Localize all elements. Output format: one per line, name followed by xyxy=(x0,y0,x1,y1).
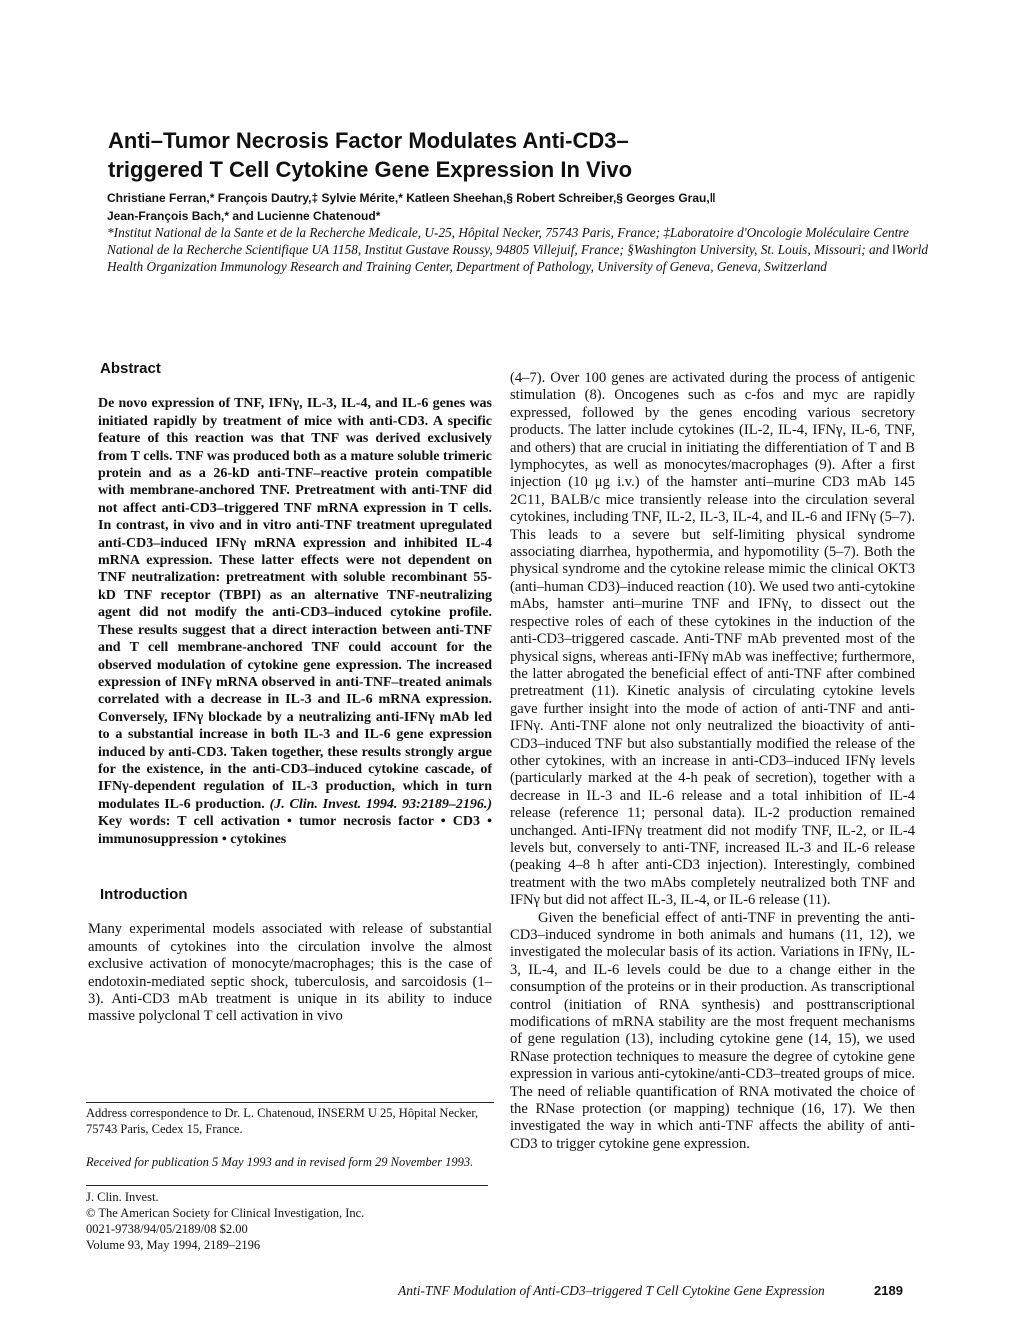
right-column xyxy=(510,370,915,1153)
abstract-keywords: Key words: T cell activation • tumor necrosis factor • CD3 • immunosuppression • cytokines xyxy=(98,814,492,847)
correspondence-note: Address correspondence to Dr. L. Chatenoud, INSERM U 25, Hôpital Necker, 75743 Paris, Cedex 15, France. xyxy=(86,1106,479,1136)
abstract-text: De novo expression of TNF, IFNγ, IL-3, IL-4, and IL-6 genes was initiated rapidly by treatment of mice with anti-CD3. A specific feature of this reaction was that TNF was derived exclusively from T cells. TNF was produced both as a mature soluble trimeric protein and as a 26-kD anti-TNF–reactive protein compatible with membrane-anchored TNF. Pretreatment with anti-TNF did not affect anti-CD3–triggered TNF mRNA expression in T cells. In contrast, in vivo and in vitro anti-TNF treatment upregulated anti-CD3–induced IFNγ mRNA expression and inhibited IL-4 mRNA expression. These latter effects were not dependent on TNF neutralization: pretreatment with soluble recombinant 55-kD TNF receptor (TBPI) as an alternative TNF-neutralizing agent did not modify the anti-CD3–induced cytokine profile. These results suggest that a direct interaction between anti-TNF and T cell membrane-anchored TNF could account for the observed modulation of cytokine gene expression. The increased expression of INFγ mRNA observed in anti-TNF–treated animals correlated with a decrease in IL-3 and IL-6 mRNA expression. Conversely, IFNγ blockade by a neutralizing anti-IFNγ mAb led to a substantial increase in both IL-3 and IL-6 gene expression induced by anti-CD3. Taken together, these results strongly argue for the existence, in the anti-CD3–induced cytokine cascade, of IFNγ-dependent regulation of IL-3 production, which in turn modulates IL-6 production. xyxy=(98,396,492,812)
journal-info xyxy=(86,1189,494,1253)
article-title xyxy=(108,126,928,184)
received-note: Received for publication 5 May 1993 and in revised form 29 November 1993. xyxy=(86,1155,474,1169)
title-line-2: triggered T Cell Cytokine Gene Expression In Vivo xyxy=(108,157,633,182)
page-number: 2189 xyxy=(874,1283,903,1298)
left-column xyxy=(86,360,492,1026)
authors-line-1: Christiane Ferran,* François Dautry,‡ Sylvie Mérite,* Katleen Sheehan,§ Robert Schreiber,§ Georges Grau,‖ xyxy=(107,191,716,205)
abstract-heading: Abstract xyxy=(100,360,161,377)
title-line-1: Anti–Tumor Necrosis Factor Modulates Anti-CD3– xyxy=(108,128,629,153)
volume-line: Volume 93, May 1994, 2189–2196 xyxy=(86,1238,261,1252)
affiliations: *Institut National de la Sante et de la Recherche Medicale, U-25, Hôpital Necker, 75743 Paris, France; ‡Laboratoire d'Oncologie Moléculaire Centre National de la Recherche Scientifique UA 1158, Institut Gustave Roussy, 94805 Villejuif, France; §Washington University, St. Louis, Missouri; and ‖World Health Organization Immunology Research and Training Center, Department of Pathology, University of Geneva, Geneva, Switzerland xyxy=(107,225,929,274)
intro-paragraph-continued: (4–7). Over 100 genes are activated during the process of antigenic stimulation (8). Oncogenes such as c-fos and myc are rapidly expressed, followed by the genes encoding various secretory products. The latter include cytokines (IL-2, IL-4, IFNγ, IL-6, TNF, and others) that are crucial in initiating the differentiation of T and B lymphocytes, as well as monocytes/macrophages (9). After a first injection (10 μg i.v.) of the hamster anti–murine CD3 mAb 145 2C11, BALB/c mice transiently release into the circulation several cytokines, including TNF, IL-2, IL-3, IL-4, and IL-6 and IFNγ (5–7). This leads to a severe but self-limiting physical syndrome associating diarrhea, hypothermia, and hypomotility (5–7). Both the physical syndrome and the cytokine release mimic the clinical OKT3 (anti–human CD3)–induced reaction (10). We used two anti-cytokine mAbs, hamster anti–murine TNF and IFNγ, to dissect out the respective roles of each of these cytokines in the induction of the anti-CD3–triggered cascade. Anti-TNF mAb prevented most of the physical signs, whereas anti-IFNγ mAb was ineffective; furthermore, the latter abrogated the beneficial effect of anti-TNF after combined pretreatment (11). Kinetic analysis of circulating cytokine levels gave further insight into the mode of action of anti-TNF and anti-IFNγ. Anti-TNF alone not only neutralized the bioactivity of anti-CD3–induced TNF but also substantially modified the release of the other cytokines, with an increase in anti-CD3–induced IFNγ levels (particularly marked at the 4-h peak of secretion), together with a decrease in IL-3 and IL-6 release and a total inhibition of IL-4 release (reference 11; personal data). IL-2 production remained unchanged. Anti-IFNγ treatment did not modify TNF, IL-2, or IL-4 levels but, conversely to anti-TNF, increased IL-3 and IL-6 release (peaking 4–8 h after anti-CD3 injection). Interestingly, combined treatment with the two mAbs completely neutralized both TNF and IFNγ but did not affect IL-3, IL-4, or IL-6 release (11). xyxy=(510,370,915,909)
introduction-body: Many experimental models associated with release of substantial amounts of cytokines into the circulation involve the almost exclusive activation of monocyte/macrophages; this is the case of endotoxin-mediated septic shock, tuberculosis, and sarcoidosis (1–3). Anti-CD3 mAb treatment is unique in its ability to induce massive polyclonal T cell activation in vivo xyxy=(88,921,492,1025)
abstract-body xyxy=(98,395,492,848)
author-list xyxy=(107,189,937,225)
journal-name: J. Clin. Invest. xyxy=(86,1190,159,1204)
issn-line: 0021-9738/94/05/2189/08 $2.00 xyxy=(86,1222,248,1236)
authors-line-2: Jean-François Bach,* and Lucienne Chatenoud* xyxy=(107,209,381,223)
copyright-line: © The American Society for Clinical Investigation, Inc. xyxy=(86,1206,365,1220)
footnote-rule-2 xyxy=(86,1185,488,1186)
abstract-citation: (J. Clin. Invest. 1994. 93:2189–2196.) xyxy=(269,796,492,812)
footnote-rule xyxy=(86,1102,494,1103)
intro-paragraph-2: Given the beneficial effect of anti-TNF in preventing the anti-CD3–induced syndrome in both animals and humans (11, 12), we investigated the molecular basis of its action. Variations in IFNγ, IL-3, IL-4, and IL-6 levels could be due to a change either in the consumption of the proteins or in their production. As transcriptional control (initiation of RNA synthesis) and posttranscriptional modifications of mRNA stability are the most frequent mechanisms of gene regulation (13), including cytokine gene (14, 15), we used RNase protection techniques to measure the degree of cytokine gene expression in various anti-cytokine/anti-CD3–treated groups of mice. The need of reliable quantification of RNA motivated the choice of the RNase protection (or mapping) technique (16, 17). We then investigated the way in which anti-TNF affects the ability of anti-CD3 to trigger cytokine gene expression. xyxy=(510,909,915,1152)
introduction-heading: Introduction xyxy=(100,885,188,903)
running-footer: Anti-TNF Modulation of Anti-CD3–triggered T Cell Cytokine Gene Expression xyxy=(398,1283,825,1298)
